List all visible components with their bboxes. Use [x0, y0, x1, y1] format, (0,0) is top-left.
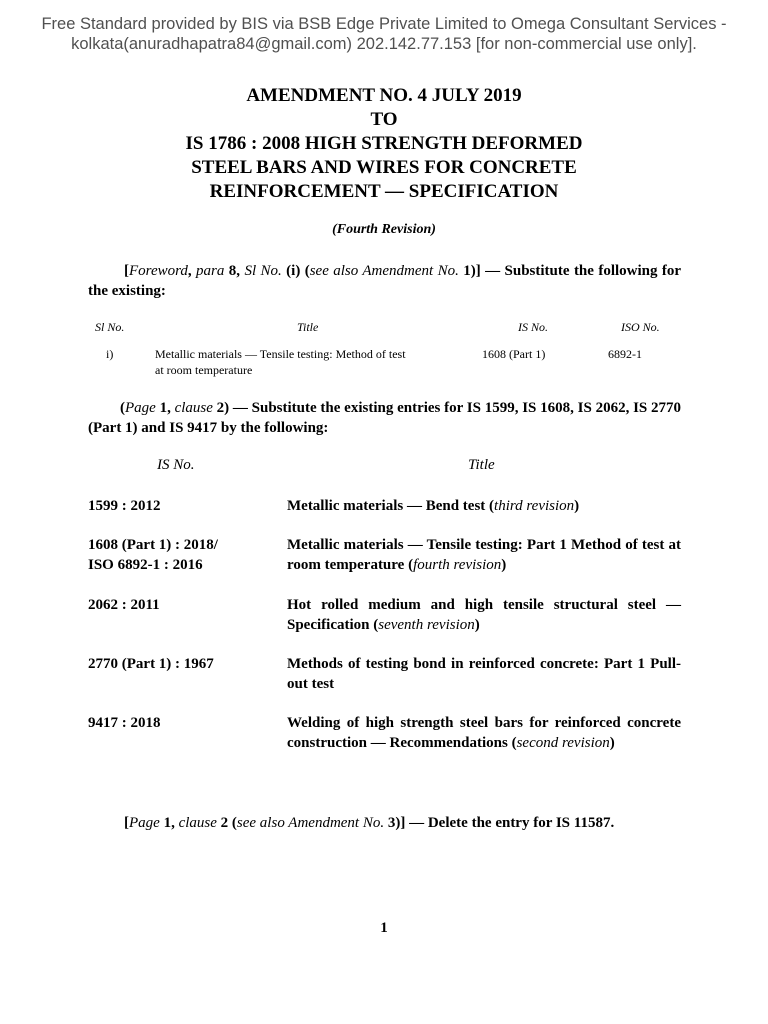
- entry-title-end: ): [501, 557, 507, 573]
- entry-title: [287, 654, 681, 694]
- entry-title-end: ): [609, 735, 615, 751]
- title-line-3: IS 1786 : 2008 HIGH STRENGTH DEFORMED: [185, 133, 583, 154]
- entry-title: [287, 496, 681, 516]
- entry-code-line: 2062 : 2011: [88, 597, 160, 613]
- entry-code-line: 1599 : 2012: [88, 498, 161, 514]
- entry-title-end: ): [574, 498, 580, 514]
- title-line-2: TO: [370, 109, 398, 130]
- entry-revision: third revision: [494, 498, 575, 514]
- para3-italic: clause: [178, 815, 217, 831]
- entry-title: [287, 535, 681, 575]
- para1-text: 1)] — Substitute the following for the existing:: [88, 263, 682, 299]
- entry-revision: fourth revision: [413, 557, 502, 573]
- row-is-no: 1608 (Part 1): [482, 347, 546, 361]
- para3-italic: see also Amendment No.: [236, 815, 385, 831]
- para1-text: (i) (: [281, 263, 310, 279]
- entry-code: [88, 496, 161, 516]
- header-sl-no: Sl No.: [95, 320, 125, 334]
- row-sl-no: i): [106, 347, 114, 361]
- copyright-banner: [0, 14, 768, 54]
- entry-code: [88, 535, 218, 575]
- para1-italic: Foreword: [129, 263, 188, 279]
- entry-revision: seventh revision: [378, 617, 475, 633]
- entry-title-text: Methods of testing bond in reinforced concrete: Part 1 Pull-out test: [287, 656, 681, 692]
- para1-text: 8,: [224, 263, 245, 279]
- entry-code: [88, 713, 161, 733]
- delete-entry-paragraph: [88, 813, 681, 833]
- para3-italic: Page: [129, 815, 160, 831]
- entry-title: [287, 595, 681, 635]
- para2-italic: clause: [174, 400, 213, 416]
- title-line-1: AMENDMENT NO. 4 JULY 2019: [246, 85, 522, 106]
- entry-code-line: 2770 (Part 1) : 1967: [88, 656, 214, 672]
- para2-italic: Page: [125, 400, 156, 416]
- para1-text: ,: [187, 263, 197, 279]
- document-title: [84, 84, 684, 204]
- entry-code-line: 9417 : 2018: [88, 715, 161, 731]
- para1-text: [: [124, 263, 129, 279]
- entry-revision: second revision: [516, 735, 610, 751]
- header-is-no: IS No.: [157, 457, 195, 473]
- para2-text: 2) — Substitute the existing entries for IS 1599, IS 1608, IS 2062, IS 2770 (Part 1) and IS 9417 by the following:: [88, 400, 681, 436]
- para3-text: [: [124, 815, 129, 831]
- revision-note: (Fourth Revision): [332, 222, 436, 237]
- para2-text: 1,: [155, 400, 175, 416]
- para1-italic: para: [196, 263, 225, 279]
- entry-title: [287, 713, 681, 753]
- header-iso-no: ISO No.: [621, 320, 660, 334]
- row-title-line: at room temperature: [155, 363, 253, 377]
- para3-text: 2 (: [216, 815, 237, 831]
- entry-title-text: Welding of high strength steel bars for reinforced concrete construction — Recommendations (: [287, 715, 681, 751]
- page-number: 1: [380, 920, 388, 936]
- banner-line-1: Free Standard provided by BIS via BSB Edge Private Limited to Omega Consultant Services -: [41, 15, 727, 33]
- entry-title-text: Hot rolled medium and high tensile structural steel — Specification (: [287, 597, 681, 633]
- para3-text: 1,: [159, 815, 179, 831]
- entry-title-text: Metallic materials — Tensile testing: Part 1 Method of test at room temperature (: [287, 537, 681, 573]
- entry-code: [88, 654, 214, 674]
- entry-code: [88, 595, 160, 615]
- title-line-4: STEEL BARS AND WIRES FOR CONCRETE: [191, 157, 577, 178]
- header-title: Title: [297, 320, 319, 334]
- para2-text: (: [120, 400, 125, 416]
- para1-italic: see also Amendment No.: [309, 263, 459, 279]
- entry-code-line: ISO 6892-1 : 2016: [88, 557, 203, 573]
- title-line-5: REINFORCEMENT — SPECIFICATION: [209, 181, 559, 202]
- para1-italic: Sl No.: [244, 263, 282, 279]
- entry-code-line: 1608 (Part 1) : 2018/: [88, 537, 218, 553]
- clause-2-substitution-paragraph: [88, 398, 681, 438]
- entry-title-text: Metallic materials — Bend test (: [287, 498, 495, 514]
- entry-title-end: ): [474, 617, 480, 633]
- para3-text: 3)] — Delete the entry for IS 11587.: [384, 815, 615, 831]
- foreword-amendment-paragraph: [88, 261, 681, 301]
- banner-line-2: kolkata(anuradhapatra84@gmail.com) 202.142.77.153 [for non-commercial use only].: [71, 35, 697, 53]
- header-title: Title: [468, 457, 495, 473]
- header-is-no: IS No.: [518, 320, 548, 334]
- row-title: [155, 346, 406, 378]
- row-title-line: Metallic materials — Tensile testing: Method of test: [155, 347, 406, 361]
- row-iso-no: 6892-1: [608, 347, 642, 361]
